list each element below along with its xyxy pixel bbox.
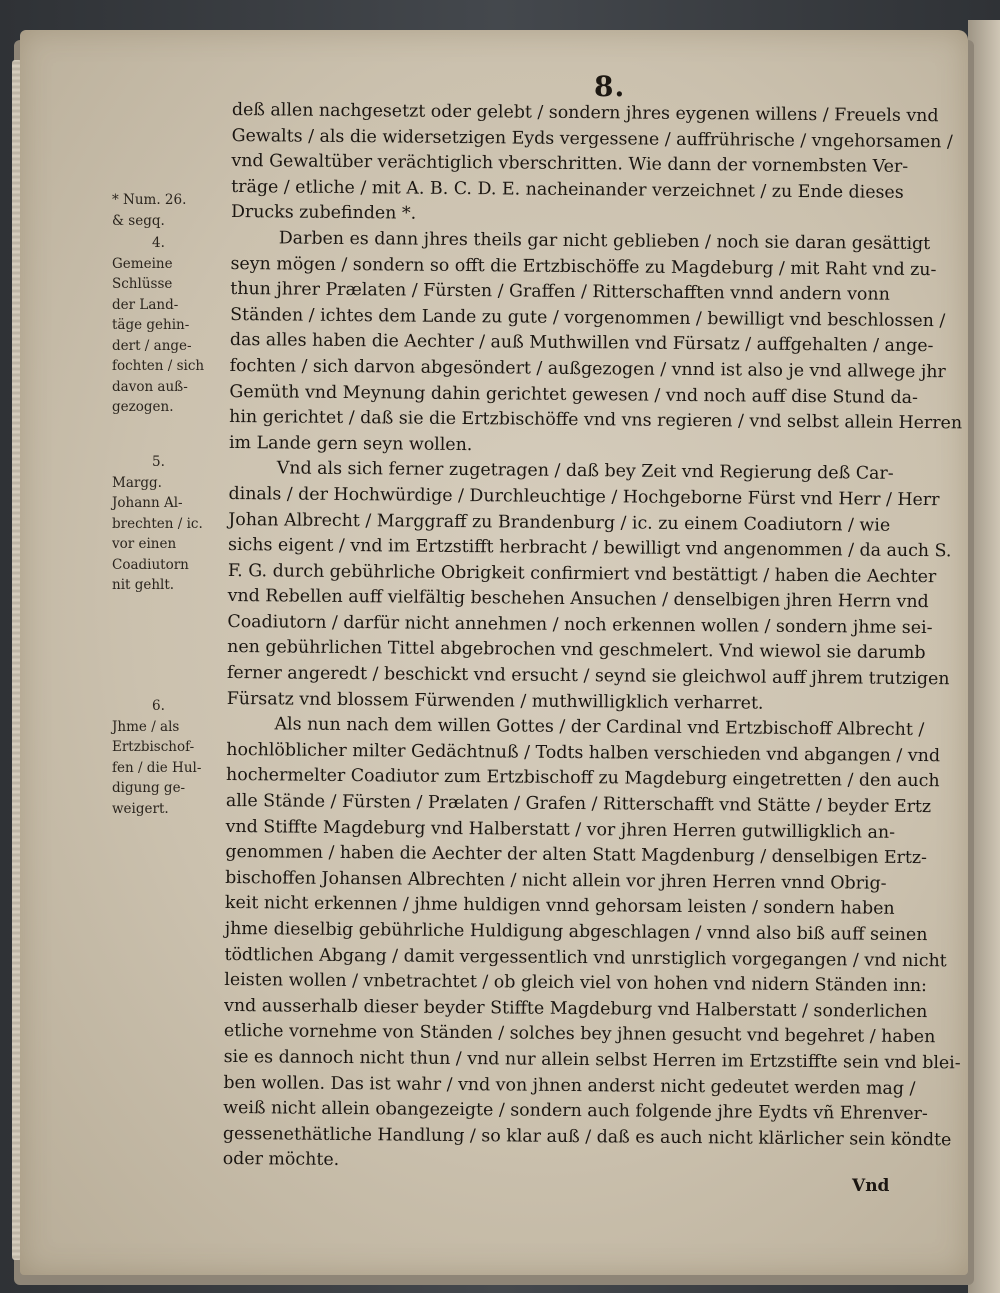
text-line: vnd ausserhalb dieser beyder Stiffte Magdeburg vnd Halberstatt / sonderlichen (223, 995, 928, 1022)
margin-note-line: fen / die Hul- (112, 759, 202, 776)
text-line: oder möchte. (222, 1149, 340, 1171)
text-line: träge / etliche / mit A. B. C. D. E. nacheinander verzeichnet / zu Ende dieses (231, 176, 904, 203)
text-line: hochlöblicher milter Gedächtnuß / Todts halben verschieden vnd abgangen / vnd (226, 739, 941, 767)
margin-note-line: * Num. 26. (112, 192, 187, 208)
margin-note (112, 696, 232, 819)
margin-note-line: brechten / ic. (112, 515, 203, 532)
text-line: vnd Stiffte Magdeburg vnd Halberstatt / vor jhren Herren gutwilligklich an- (225, 816, 896, 843)
margin-note (112, 190, 232, 231)
margin-note-line: 6. (152, 698, 165, 714)
margin-note (112, 233, 232, 418)
text-line: Coadiutorn / darfür nicht annehmen / noch erkennen wollen / sondern jhme sei- (227, 611, 933, 639)
margin-note-line: digung ge- (112, 780, 186, 796)
margin-note-line: Johann Al- (112, 495, 183, 511)
text-line: seyn mögen / sondern so offt die Ertzbischöffe zu Magdeburg / mit Raht vnd zu- (230, 253, 937, 280)
text-line: thun jhrer Prælaten / Fürsten / Graffen / Ritterschafften vnnd andern vonn (230, 279, 890, 305)
text-line: weiß nicht allein obangezeigte / sondern auch folgende jhre Eydts vñ Ehrenver- (223, 1098, 928, 1125)
margin-note-line: Coadiutorn (112, 556, 189, 573)
margin-note-line: 5. (152, 454, 165, 470)
text-line: Vnd als sich ferner zugetragen / daß bey Zeit vnd Regierung deß Car- (276, 458, 894, 485)
text-line: leisten wollen / vnbetrachtet / ob gleich viel von hohen vnd nidern Ständen inn: (224, 970, 928, 997)
text-line: alle Stände / Fürsten / Prælaten / Grafen / Ritterschafft vnd Stätte / beyder Ertz (225, 791, 932, 818)
margin-note-line: davon auß- (112, 378, 188, 395)
text-line: fochten / sich darvon abgesöndert / außgezogen / vnnd ist also je vnd allwege jhr (229, 355, 946, 383)
margin-note-line: 4. (152, 235, 165, 251)
body-text (222, 98, 963, 1179)
text-line: ben wollen. Das ist wahr / vnd von jhnen anderst nicht gedeutet werden mag / (223, 1072, 916, 1099)
text-line: ferner angeredt / beschickt vnd ersucht / seynd sie gleichwol auff jhrem trutzigen (226, 663, 950, 690)
catchword: Vnd (852, 1176, 890, 1196)
margin-note-line: Margg. (112, 474, 162, 491)
margin-note-line: Gemeine (112, 255, 173, 272)
margin-note-line: der Land- (112, 296, 179, 313)
text-line: Johan Albrecht / Marggraff zu Brandenburg / ic. zu einem Coadiutorn / wie (228, 509, 891, 536)
margin-note-line: Ertzbischof- (112, 739, 195, 755)
text-line: Ständen / ichtes dem Lande zu gute / vorgenommen / bewilligt vnd beschlossen / (230, 304, 946, 331)
text-line: genommen / haben die Aechter der alten Statt Magdenburg / denselbigen Ertz- (225, 842, 928, 869)
text-line: gessenethätliche Handlung / so klar auß / daß es auch nicht klärlicher sein köndte (222, 1123, 952, 1151)
margin-note (112, 452, 232, 596)
text-line: hochermelter Coadiutor zum Ertzbischoff zu Magdeburg eingetretten / den auch (226, 765, 940, 792)
margin-note-line: fochten / sich (112, 358, 205, 374)
text-line: bischoffen Johansen Albrechten / nicht allein vor jhren Herren vnnd Obrig- (225, 867, 887, 894)
text-line: dinals / der Hochwürdige / Durchleuchtige / Hochgeborne Fürst vnd Herr / Herr (228, 483, 940, 511)
text-line: Darben es dann jhres theils gar nicht geblieben / noch sie daran gesättigt (278, 228, 931, 255)
margin-note-line: gezogen. (112, 399, 174, 415)
margin-note-line: Jhme / als (112, 718, 180, 735)
page-number: 8. (594, 70, 626, 103)
text-line: keit nicht erkennen / jhme huldigen vnnd gehorsam leisten / sondern haben (224, 893, 895, 920)
text-line: Als nun nach dem willen Gottes / der Cardinal vnd Ertzbischoff Albrecht / (274, 714, 925, 741)
text-line: nen gebührlichen Tittel abgebrochen vnd geschmelert. Vnd wiewol sie darumb (227, 637, 926, 664)
text-line: vnd Gewaltüber verächtiglich vberschritten. Wie dann der vornembsten Ver- (231, 151, 909, 178)
text-line: das alles haben die Aechter / auß Muthwillen vnd Fürsatz / auffgehalten / ange- (229, 330, 934, 357)
margin-note-line: weigert. (112, 800, 169, 817)
margin-note-line: täge gehin- (112, 317, 190, 333)
text-line: Gewalts / als die widersetzigen Eyds vergessene / auffrührische / vngehorsamen / (231, 125, 953, 152)
margin-note-line: dert / ange- (112, 337, 192, 354)
text-line: vnd Rebellen auff vielfältig beschehen Ansuchen / denselbigen jhren Herrn vnd (227, 586, 929, 613)
text-line: deß allen nachgesetzt oder gelebt / sondern jhres eygenen willens / Freuels vnd (231, 99, 939, 127)
margin-note-line: & segq. (112, 212, 165, 229)
text-line: Fürsatz vnd blossem Fürwenden / muthwilligklich verharret. (226, 688, 764, 714)
text-line: im Lande gern seyn wollen. (228, 432, 473, 455)
text-line: jhme dieselbig gebührliche Huldigung abgeschlagen / vnnd also biß auff seinen (224, 918, 928, 946)
margin-note-line: nit gehlt. (112, 577, 175, 593)
text-line: Drucks zubefinden *. (230, 202, 417, 224)
text-line: F. G. durch gebührliche Obrigkeit confirmiert vnd bestättigt / haben die Aechter (227, 560, 937, 587)
text-line: etliche vornehme von Ständen / solches bey jhnen gesucht vnd begehret / haben (223, 1021, 936, 1048)
text-line: sichs eigent / vnd im Ertzstifft herbracht / bewilligt vnd angenommen / da auch S. (228, 535, 952, 562)
text-line: Gemüth vnd Meynung dahin gerichtet gewesen / vnd noch auff dise Stund da- (229, 381, 918, 408)
text-line: hin gerichtet / daß sie die Ertzbischöffe vnd vns regieren / vnd selbst allein Herren (229, 407, 963, 434)
text-line: tödtlichen Abgang / damit vergessentlich vnd unrstiglich vorgegangen / vnd nicht (224, 944, 947, 971)
margin-note-line: vor einen (112, 536, 177, 552)
margin-note-line: Schlüsse (112, 276, 173, 292)
text-line: sie es dannoch nicht thun / vnd nur allein selbst Herren im Ertzstiffte sein vnd blei- (223, 1046, 961, 1074)
